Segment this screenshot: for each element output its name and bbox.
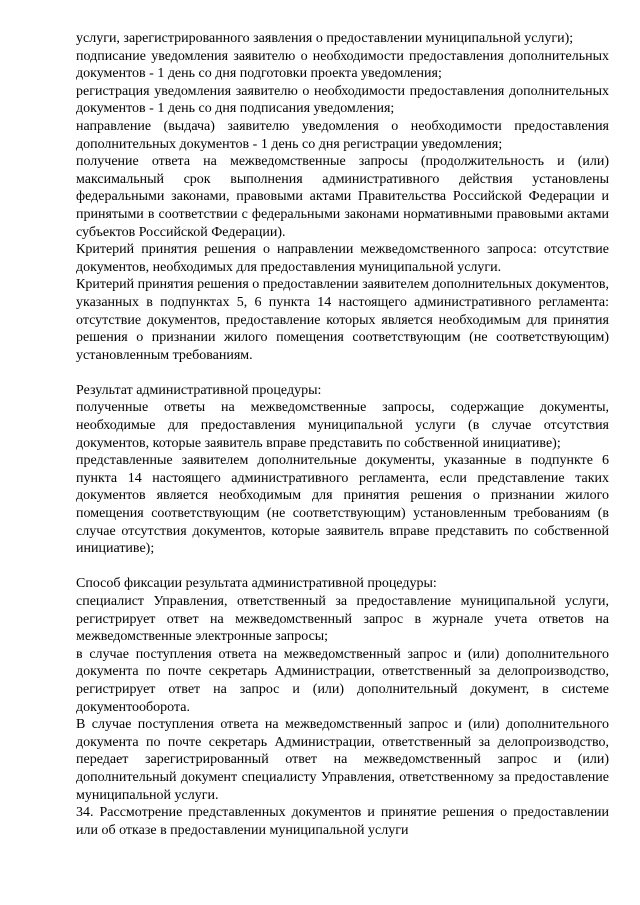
paragraph: услуги, зарегистрированного заявления о предоставлении муниципальной услуги); — [76, 31, 574, 46]
paragraph: получение ответа на межведомственные запросы (продолжительность и (или) максимальный срок выполнения административного действия установлены федеральными законами, правовыми актами Правительства Российской Федерации и принятыми в соответствии с федеральными законами нормативными правовыми актами субъектов Российской Федерации). — [76, 154, 609, 240]
paragraph: Критерий принятия решения о направлении межведомственного запроса: отсутствие документов, необходимых для предоставления муниципальной услуги. — [76, 242, 609, 275]
paragraph: специалист Управления, ответственный за предоставление муниципальной услуги, регистрирует ответ на межведомственный запрос в журнале учета ответов на межведомственные электронные запросы; — [76, 594, 609, 645]
paragraph: направление (выдача) заявителю уведомления о необходимости предоставления дополнительных документов - 1 день со дня регистрации уведомления; — [76, 118, 609, 152]
blank-line — [76, 364, 609, 382]
paragraph: регистрация уведомления заявителю о необходимости предоставления дополнительных документов - 1 день со дня подписания уведомления; — [76, 83, 609, 117]
paragraph: в случае поступления ответа на межведомственный запрос и (или) дополнительного документа по почте секретарь Администрации, ответственный за делопроизводство, регистрирует ответ на запрос и (или) дополнительный документ, в системе документооборота. — [76, 646, 609, 715]
blank-line — [76, 558, 609, 576]
paragraph: Критерий принятия решения о предоставлении заявителем дополнительных документов, указанных в подпунктах 5, 6 пункта 14 настоящего административного регламента: отсутствие документов, предоставление которых является необходимым для принятия решения о признании жилого помещения соответствующим (не соответствующим) установленным требованиям. — [76, 277, 609, 363]
paragraph: В случае поступления ответа на межведомственный запрос и (или) дополнительного документа по почте секретарь Администрации, ответственный за делопроизводство, передает зарегистрированный ответ на межведомственный запрос и (или) дополнительный документ специалисту Управления, ответственному за предоставление муниципальной услуги. — [76, 717, 609, 803]
paragraph: 34. Рассмотрение представленных документов и принятие решения о предоставлении или об отказе в предоставлении муниципальной услуги — [76, 805, 609, 838]
section-heading: Способ фиксации результата административной процедуры: — [76, 576, 437, 592]
document-page — [76, 30, 609, 839]
paragraph: представленные заявителем дополнительные документы, указанные в подпункте 6 пункта 14 настоящего административного регламента, если представление таких документов является необходимым для принятия решения о признании жилого помещения соответствующим (не соответствующим) установленным требованиям (в случае отсутствия документов, которые заявитель вправе представить по собственной инициативе); — [76, 453, 609, 557]
paragraph: полученные ответы на межведомственные запросы, содержащие документы, необходимые для предоставления муниципальной услуги (в случае отсутствия документов, которые заявитель вправе представить по собственной инициативе); — [76, 400, 609, 451]
paragraph: подписание уведомления заявителю о необходимости предоставления дополнительных документов - 1 день со дня подготовки проекта уведомления; — [76, 48, 609, 82]
section-heading: Результат административной процедуры: — [76, 382, 322, 398]
